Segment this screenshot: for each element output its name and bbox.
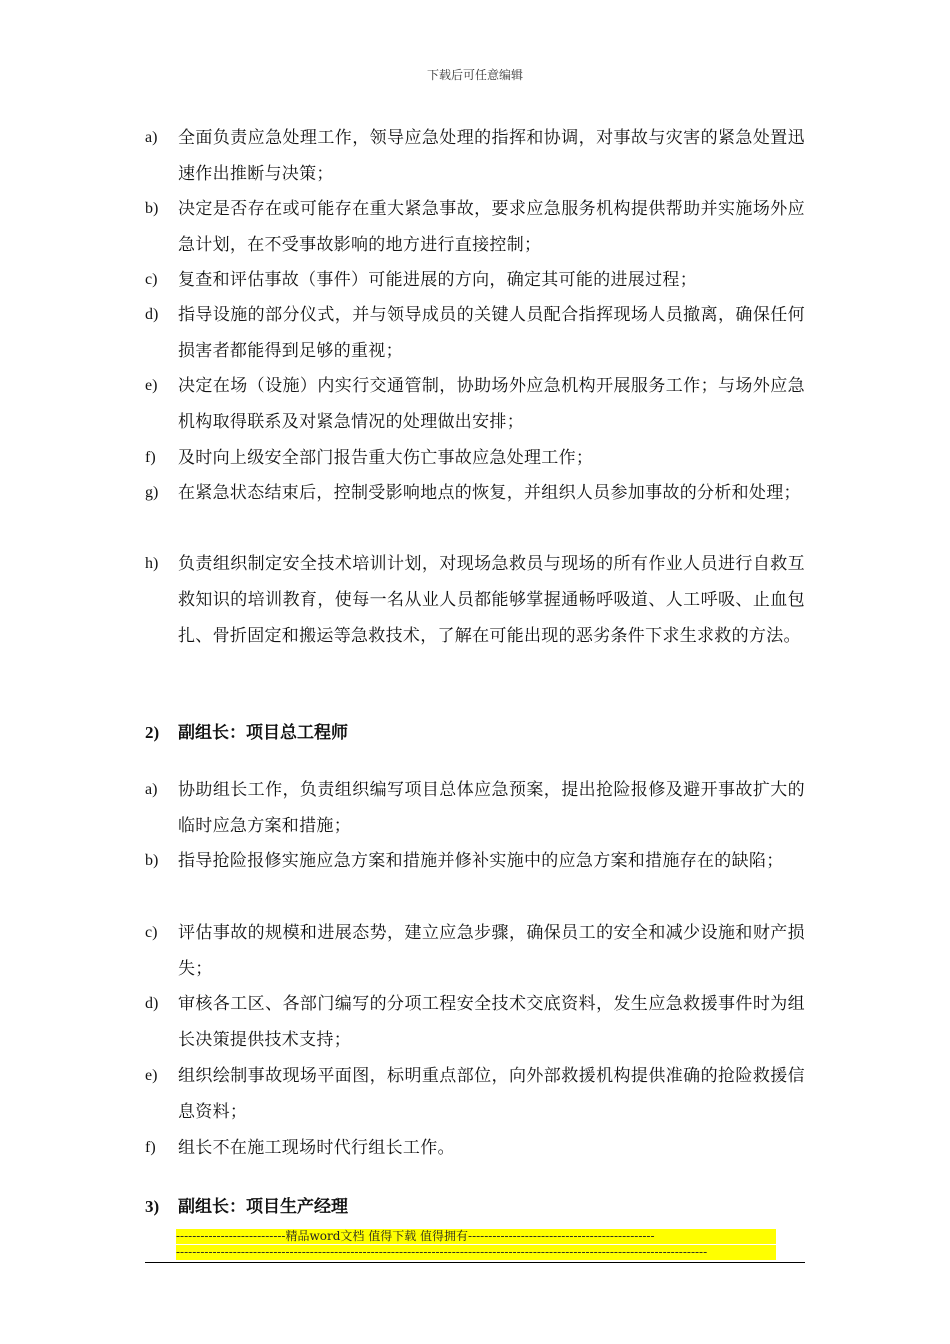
footer-banner-line: ---------------------------精品word文档 值得下载 值得拥有---------------------------------------------- <box>176 1229 776 1244</box>
item-text: 决定是否存在或可能存在重大紧急事故，要求应急服务机构提供帮助并实施场外应急计划，在不受事故影响的地方进行直接控制； <box>178 199 805 255</box>
list-item <box>145 772 805 844</box>
item-marker: b) <box>145 200 159 217</box>
item-marker: c) <box>145 924 158 941</box>
section-number: 3) <box>145 1197 160 1216</box>
list-item <box>145 191 805 263</box>
list-item <box>145 1058 805 1130</box>
item-marker: e) <box>145 377 158 394</box>
item-text: 评估事故的规模和进展态势，建立应急步骤，确保员工的安全和减少设施和财产损失； <box>178 923 805 979</box>
item-text: 指导抢险报修实施应急方案和措施并修补实施中的应急方案和措施存在的缺陷； <box>178 851 784 871</box>
item-text: 负责组织制定安全技术培训计划，对现场急救员与现场的所有作业人员进行自救互救知识的培训教育，使每一名从业人员都能够掌握通畅呼吸道、人工呼吸、止血包扎、骨折固定和搬运等急救技术，了解在可能出现的恶劣条件下求生求救的方法。 <box>178 554 805 646</box>
footer-dash-line: ----------------------------------------------------------------------------------------------------------------------------------- <box>176 1245 776 1260</box>
item-text: 审核各工区、各部门编写的分项工程安全技术交底资料，发生应急救援事件时为组长决策提供技术支持； <box>178 994 805 1050</box>
item-marker: b) <box>145 852 159 869</box>
item-marker: e) <box>145 1067 158 1084</box>
section-title: 副组长：项目生产经理 <box>178 1197 348 1217</box>
list-item <box>145 986 805 1058</box>
list-item <box>145 546 805 654</box>
footer-divider <box>145 1262 805 1263</box>
list-item <box>145 843 805 879</box>
item-marker: h) <box>145 555 159 572</box>
list-item <box>145 120 805 192</box>
item-text: 指导设施的部分仪式，并与领导成员的关键人员配合指挥现场人员撤离，确保任何损害者都能得到足够的重视； <box>178 305 805 361</box>
list-item <box>145 440 805 476</box>
item-text: 协助组长工作，负责组织编写项目总体应急预案，提出抢险报修及避开事故扩大的临时应急方案和措施； <box>178 780 805 836</box>
item-marker: d) <box>145 306 159 323</box>
item-text: 决定在场（设施）内实行交通管制，协助场外应急机构开展服务工作；与场外应急机构取得联系及对紧急情况的处理做出安排； <box>178 376 805 432</box>
section-heading <box>145 1192 348 1222</box>
item-marker: f) <box>145 449 156 466</box>
section-number: 2) <box>145 723 160 742</box>
section-heading <box>145 718 348 748</box>
item-marker: a) <box>145 129 158 146</box>
list-item <box>145 262 805 298</box>
list-item <box>145 475 805 511</box>
item-text: 全面负责应急处理工作，领导应急处理的指挥和协调，对事故与灾害的紧急处置迅速作出推断与决策； <box>178 128 805 184</box>
list-item <box>145 297 805 369</box>
item-marker: f) <box>145 1139 156 1156</box>
list-item <box>145 915 805 987</box>
item-text: 组织绘制事故现场平面图，标明重点部位，向外部救援机构提供准确的抢险救援信息资料； <box>178 1066 805 1122</box>
item-text: 及时向上级安全部门报告重大伤亡事故应急处理工作； <box>178 448 594 468</box>
page-header: 下载后可任意编辑 <box>426 68 523 82</box>
section-title: 副组长：项目总工程师 <box>178 723 348 743</box>
item-marker: a) <box>145 781 158 798</box>
item-marker: g) <box>145 484 159 501</box>
item-text: 在紧急状态结束后，控制受影响地点的恢复，并组织人员参加事故的分析和处理； <box>178 483 801 503</box>
item-marker: c) <box>145 271 158 288</box>
list-item <box>145 368 805 440</box>
item-marker: d) <box>145 995 159 1012</box>
item-text: 复查和评估事故（事件）可能进展的方向，确定其可能的进展过程； <box>178 270 697 290</box>
list-item <box>145 1130 805 1166</box>
item-text: 组长不在施工现场时代行组长工作。 <box>178 1138 455 1158</box>
